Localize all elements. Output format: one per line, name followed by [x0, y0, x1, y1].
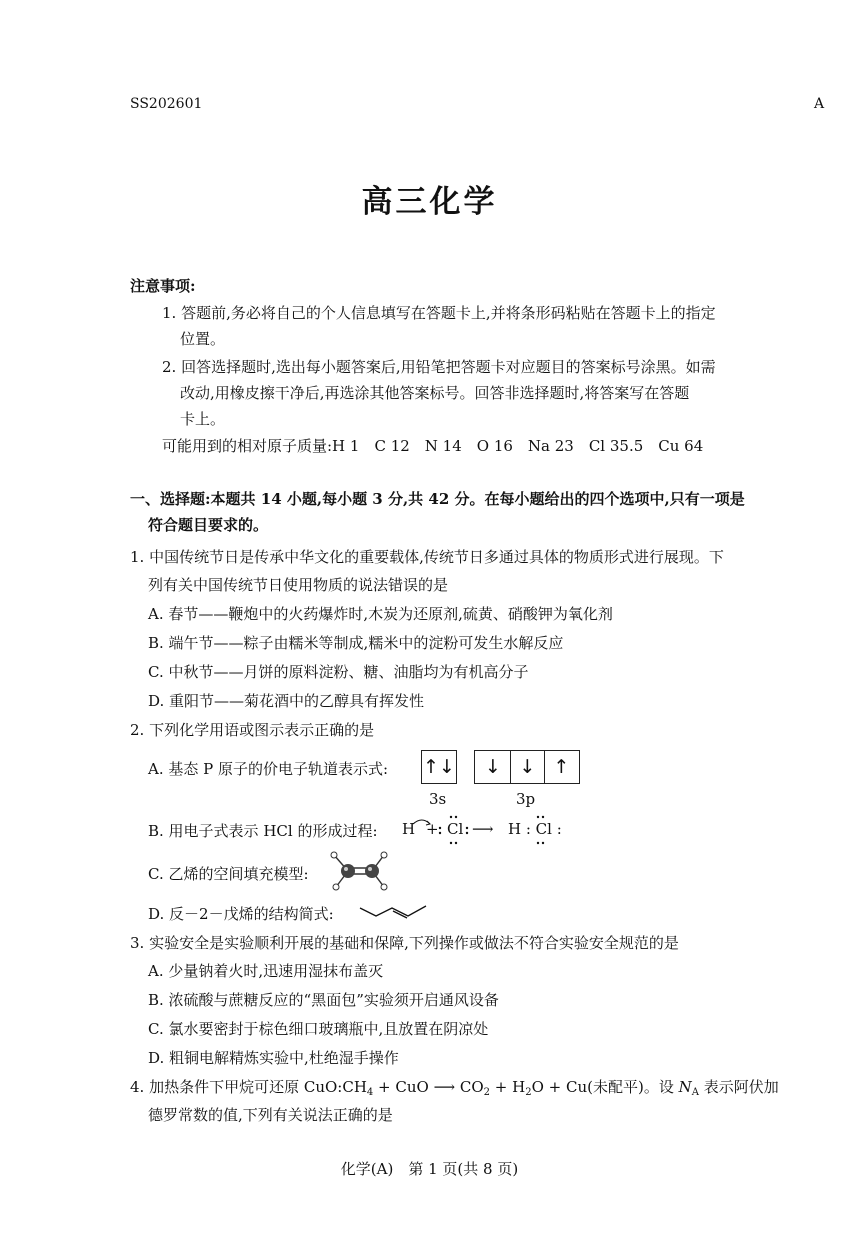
q1-option-c: C. 中秋节——月饼的原料淀粉、糖、油脂均为有机高分子 [148, 663, 529, 681]
q3-stem: 3. 实验安全是实验顺利开展的基础和保障,下列操作或做法不符合实验安全规范的是 [130, 934, 679, 952]
q4-sub-co2: 2 [483, 1087, 491, 1098]
hcl-electron-formula [400, 812, 570, 846]
q4-sub-h2o: 2 [525, 1087, 532, 1098]
notice-item2-line3: 卡上。 [180, 410, 226, 428]
orbital-3s-label: 3s [429, 790, 447, 808]
orbital-3p-3: ↑ [544, 751, 578, 783]
q4-stem-line1 [130, 1076, 779, 1098]
orbital-3p-1: ↓ [485, 756, 501, 778]
formula-plus: + [426, 820, 439, 838]
formula-arrow: ⟶ [472, 820, 494, 838]
q4-na-symbol: N [678, 1078, 692, 1096]
electron-dots-icon [400, 812, 570, 846]
notice-heading: 注意事项: [130, 277, 196, 295]
orbital-3p-cells [474, 750, 580, 784]
q3-option-c: C. 氯水要密封于棕色细口玻璃瓶中,且放置在阴凉处 [148, 1020, 489, 1038]
exam-version: A [814, 96, 825, 112]
q4-na-sub: A [691, 1087, 699, 1098]
q4-stem-mid2: + H [490, 1078, 526, 1096]
q2-option-a-text: A. 基态 P 原子的价电子轨道表示式: [148, 760, 389, 778]
q4-stem-line2: 德罗常数的值,下列有关说法正确的是 [148, 1106, 393, 1124]
q2-option-c-text: C. 乙烯的空间填充模型: [148, 865, 309, 883]
notice-item2-line1: 2. 回答选择题时,选出每小题答案后,用铅笔把答题卡对应题目的答案标号涂黑。如需 [162, 358, 716, 376]
orbital-3p-label: 3p [516, 790, 536, 808]
section1-line1: 一、选择题:本题共 14 小题,每小题 3 分,共 42 分。在每小题给出的四个选项中,只有一项是 [130, 490, 745, 508]
q4-stem-mid1: + CuO ⟶ CO [373, 1078, 484, 1096]
q1-option-b: B. 端午节——粽子由糯米等制成,糯米中的淀粉可发生水解反应 [148, 634, 564, 652]
formula-hcl-product: H : Cl : [508, 820, 562, 838]
q4-stem-prefix: 4. 加热条件下甲烷可还原 CuO:CH [130, 1078, 367, 1096]
formula-cl-atom: Cl [447, 820, 464, 838]
q2-option-d-text: D. 反－2－戊烯的结构简式: [148, 905, 334, 923]
q1-option-d: D. 重阳节——菊花酒中的乙醇具有挥发性 [148, 692, 425, 710]
q2-stem: 2. 下列化学用语或图示表示正确的是 [130, 721, 375, 739]
notice-item1-line1: 1. 答题前,务必将自己的个人信息填写在答题卡上,并将条形码粘贴在答题卡上的指定 [162, 304, 716, 322]
notice-item2-line2: 改动,用橡皮擦干净后,再选涂其他答案标号。回答非选择题时,将答案写在答题 [180, 384, 690, 402]
orbital-3p-2: ↓ [510, 751, 544, 783]
q3-option-a: A. 少量钠着火时,迅速用湿抹布盖灭 [148, 962, 384, 980]
q4-stem-suffix: 表示阿伏加 [698, 1078, 779, 1096]
atomic-masses: 可能用到的相对原子质量:H 1 C 12 N 14 O 16 Na 23 Cl 35.5 Cu 64 [162, 437, 704, 455]
ethylene-model-icon [326, 850, 392, 892]
q1-option-a: A. 春节——鞭炮中的火药爆炸时,木炭为还原剂,硫黄、硝酸钾为氧化剂 [148, 605, 613, 623]
q1-stem-line1: 1. 中国传统节日是传承中华文化的重要载体,传统节日多通过具体的物质形式进行展现。下 [130, 548, 724, 566]
orbital-3s-electrons: ↑↓ [423, 756, 455, 778]
notice-item1-line2: 位置。 [180, 330, 226, 348]
formula-h-atom: H [402, 820, 416, 838]
q1-stem-line2: 列有关中国传统节日使用物质的说法错误的是 [148, 576, 449, 594]
q2-option-b-text: B. 用电子式表示 HCl 的形成过程: [148, 822, 378, 840]
trans-2-pentene-structure-icon [358, 900, 430, 920]
q4-sub-ch4: 4 [366, 1087, 374, 1098]
section1-line2: 符合题目要求的。 [148, 516, 269, 534]
q3-option-d: D. 粗铜电解精炼实验中,杜绝湿手操作 [148, 1049, 399, 1067]
exam-code: SS202601 [130, 96, 203, 112]
q3-option-b: B. 浓硫酸与蔗糖反应的“黑面包”实验须开启通风设备 [148, 991, 499, 1009]
page-footer: 化学(A) 第 1 页(共 8 页) [340, 1160, 519, 1178]
q4-stem-mid3: O + Cu(未配平)。设 [531, 1078, 679, 1096]
orbital-3s-cell [421, 750, 457, 784]
page-title: 高三化学 [361, 184, 498, 220]
